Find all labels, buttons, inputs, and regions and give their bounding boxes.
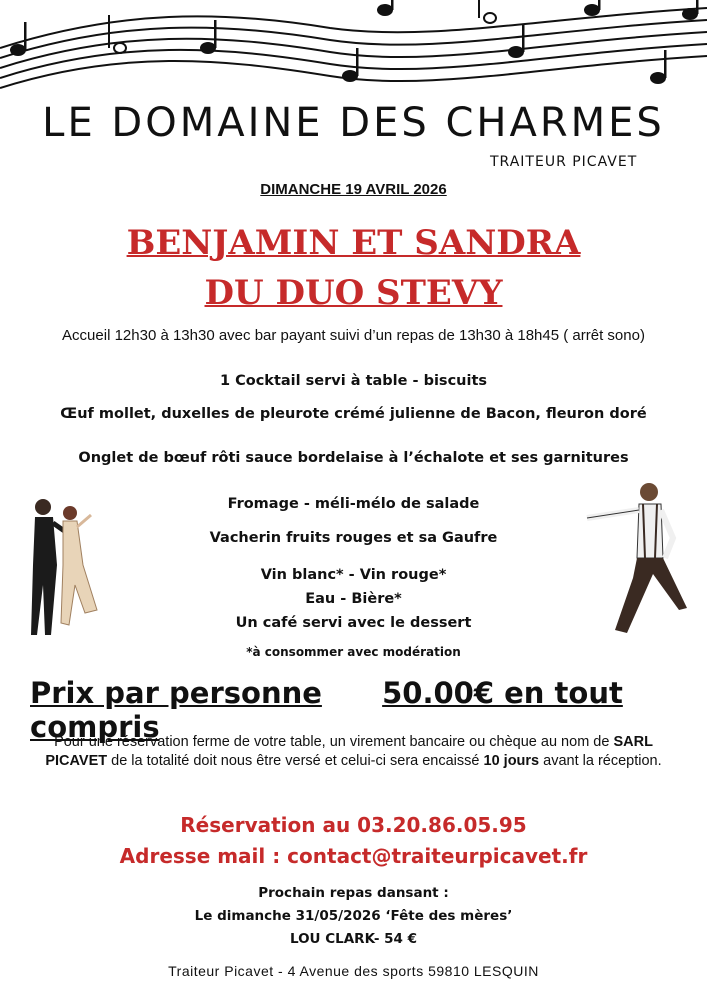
menu-item-wine: Vin blanc* - Vin rouge* <box>260 567 447 583</box>
next-event-date: Le dimanche 31/05/2026 ‘Fête des mères’ <box>194 908 513 924</box>
menu-item-main: Onglet de bœuf rôti sauce bordelaise à l’échalote et ses garnitures <box>78 450 629 466</box>
dancing-man-illustration <box>577 478 697 643</box>
reservation-text-2: de la totalité doit nous être versé et celui-ci sera encaissé <box>107 753 484 769</box>
company-name: SARL PICAVET <box>45 734 653 769</box>
reservation-email: Adresse mail : contact@traiteurpicavet.fr <box>119 844 588 868</box>
next-event-heading: Prochain repas dansant : <box>258 885 449 901</box>
event-date: DIMANCHE 19 AVRIL 2026 <box>260 181 447 198</box>
alcohol-note: *à consommer avec modération <box>246 645 461 659</box>
venue-title: LE DOMAINE DES CHARMES <box>42 100 665 146</box>
menu-item-cocktail: 1 Cocktail servi à table - biscuits <box>219 373 488 389</box>
reservation-text-1: Pour une réservation ferme de votre table, un virement bancaire ou chèque au nom de <box>54 734 614 750</box>
next-event-artist-price: LOU CLARK- 54 € <box>289 931 418 947</box>
music-staff-decoration <box>0 0 707 100</box>
artist-line-1: BENJAMIN ET SANDRA <box>126 223 581 263</box>
footer-address: Traiteur Picavet - 4 Avenue des sports 59810 LESQUIN <box>168 963 539 979</box>
menu-item-dessert: Vacherin fruits rouges et sa Gaufre <box>209 530 498 546</box>
menu-item-starter: Œuf mollet, duxelles de pleurote crémé julienne de Bacon, fleuron doré <box>60 406 647 422</box>
reservation-phone: Réservation au 03.20.86.05.95 <box>180 813 527 837</box>
price-label: Prix par personne <box>30 676 322 710</box>
menu-item-coffee: Un café servi avec le dessert <box>235 615 472 631</box>
price-value: 50.00€ en tout compris <box>30 676 623 744</box>
days-notice: 10 jours <box>483 753 540 769</box>
reservation-text-3: avant la réception. <box>539 753 662 769</box>
dancing-couple-illustration <box>25 495 105 640</box>
welcome-schedule: Accueil 12h30 à 13h30 avec bar payant suivi d’un repas de 13h30 à 18h45 ( arrêt sono) <box>62 327 645 344</box>
artist-line-2: DU DUO STEVY <box>204 273 503 313</box>
menu-item-drinks: Eau - Bière* <box>305 591 402 607</box>
reservation-conditions <box>30 733 677 771</box>
caterer-subtitle: TRAITEUR PICAVET <box>490 154 638 170</box>
menu-item-cheese: Fromage - méli-mélo de salade <box>227 496 480 512</box>
